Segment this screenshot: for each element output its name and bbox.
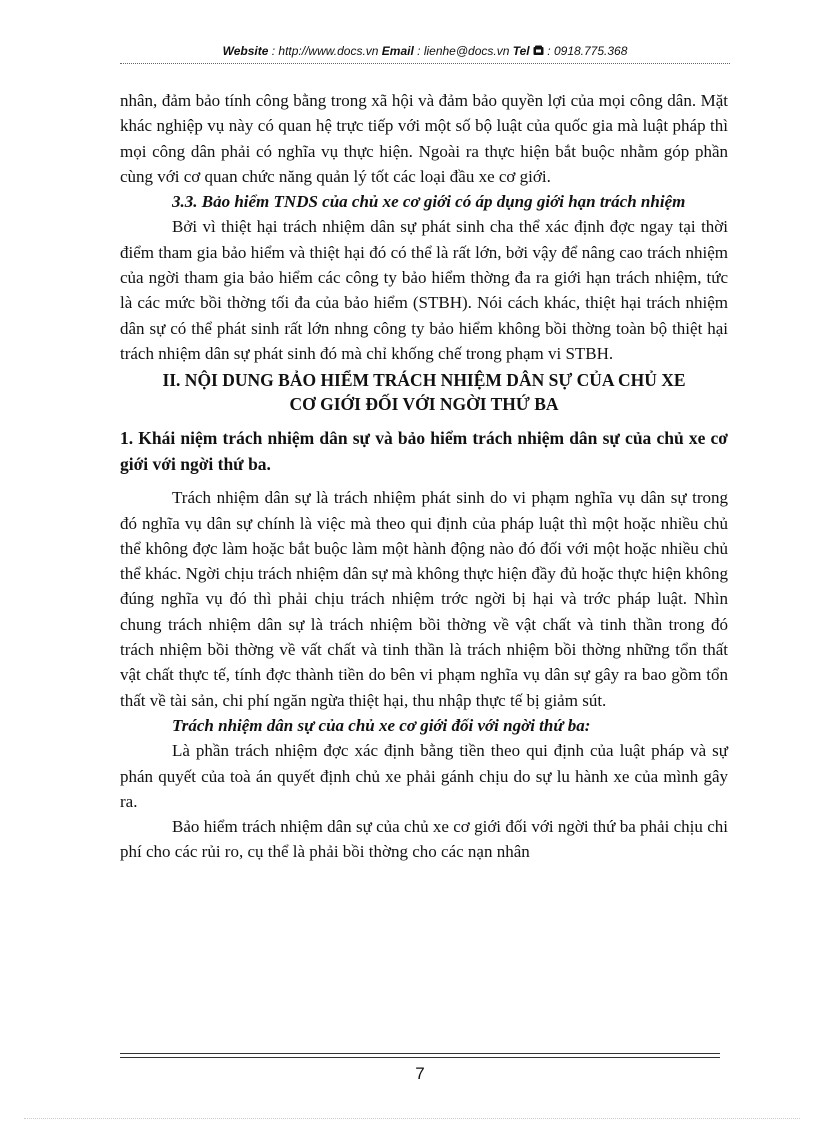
email-value: : lienhe@docs.vn xyxy=(413,44,513,58)
email-label: Email xyxy=(381,44,414,58)
paragraph-2: Bởi vì thiệt hại trách nhiệm dân sự phát sinh cha thể xác định đợc ngay tại thời điểm tham gia bảo hiểm và thiệt hại đó có thể là rất lớn, bởi vậy để nâng cao trách nhiệm của ngời tham gia bảo hiểm các công ty bảo hiểm thờng đa ra giới hạn trách nhiệm, tức là các mức bồi thờng tối đa của bảo hiểm (STBH). Nói cách khác, thiệt hại trách nhiệm dân sự có thể phát sinh rất lớn nhng công ty bảo hiểm không bồi thờng toàn bộ thiệt hại trách nhiệm dân sự phát sinh đó mà chỉ khống chế trong phạm vi STBH. xyxy=(120,217,728,363)
tel-label: Tel xyxy=(512,44,530,58)
tel-value: : 0918.775.368 xyxy=(543,44,628,58)
paragraph-4: Là phần trách nhiệm đợc xác định bằng tiền theo qui định của luật pháp và sự phán quyết của toà án quyết định chủ xe phải gánh chịu do sự lu hành xe của mình gây ra. xyxy=(120,741,728,811)
heading-1: 1. Khái niệm trách nhiệm dân sự và bảo hiểm trách nhiệm dân sự của chủ xe cơ giới với ngời thứ ba. xyxy=(120,428,728,475)
header-divider xyxy=(120,63,730,64)
spacer xyxy=(120,477,728,485)
paragraph-1: nhân, đảm bảo tính công bằng trong xã hội và đảm bảo quyền lợi của mọi công dân. Mặt khác nghiệp vụ này có quan hệ trực tiếp với một số bộ luật của quốc gia mà luật pháp thì mọi công dân phải có nghĩa vụ thực hiện. Ngoài ra thực hiện bắt buộc nhằm góp phần cùng với cơ quan chức năng quản lý tốt các loại đầu xe cơ giới. xyxy=(120,91,728,186)
paragraph-3: Trách nhiệm dân sự là trách nhiệm phát sinh do vi phạm nghĩa vụ dân sự trong đó nghĩa vụ dân sự chính là việc mà theo qui định của pháp luật thì một hoặc nhiều chủ thể không đợc làm hoặc bắt buộc làm một hành động nào đó đối với một hoặc nhiều chủ thể khác. Ngời chịu trách nhiệm dân sự mà không thực hiện đầy đủ hoặc thực hiện không đúng nghĩa vụ đó thì phải chịu trách nhiệm trớc ngời bị hại và trớc pháp luật. Nhìn chung trách nhiệm dân sự là trách nhiệm bồi thờng về vật chất và tinh thần trong đó trách nhiệm bồi thờng về vất chất và tinh thần là trách nhiệm bồi thờng những tổn thất vật chất thực tế, tính đợc thành tiền do bên vi phạm nghĩa vụ dân sự gây ra bao gồm tổn thất về tài sản, chi phí ngăn ngừa thiệt hại, thu nhập thực tế bị giảm sút. xyxy=(120,488,728,710)
document-body xyxy=(120,88,728,865)
footer-divider xyxy=(120,1053,720,1058)
page-header xyxy=(120,44,730,59)
italic-heading: Trách nhiệm dân sự của chủ xe cơ giới đối với ngời thứ ba: xyxy=(172,715,591,735)
page-number: 7 xyxy=(415,1064,425,1083)
bottom-border xyxy=(24,1118,800,1119)
section-title-line-2: CƠ GIỚI ĐỐI VỚI NGỜI THỨ BA xyxy=(289,394,559,415)
section-title xyxy=(120,368,728,416)
paragraph-5: Bảo hiểm trách nhiệm dân sự của chủ xe cơ giới đối với ngời thứ ba phải chịu chi phí cho các rủi ro, cụ thể là phải bồi thờng cho các nạn nhân xyxy=(120,817,728,862)
phone-icon xyxy=(533,45,544,59)
website-value: : http://www.docs.vn xyxy=(268,44,382,58)
website-label: Website xyxy=(222,44,269,58)
subheading-3-3: 3.3. Bảo hiểm TNDS của chủ xe cơ giới có áp dụng giới hạn trách nhiệm xyxy=(172,192,686,212)
section-title-line-1: II. NỘI DUNG BẢO HIỂM TRÁCH NHIỆM DÂN SỰ CỦA CHỦ XE xyxy=(162,370,686,391)
